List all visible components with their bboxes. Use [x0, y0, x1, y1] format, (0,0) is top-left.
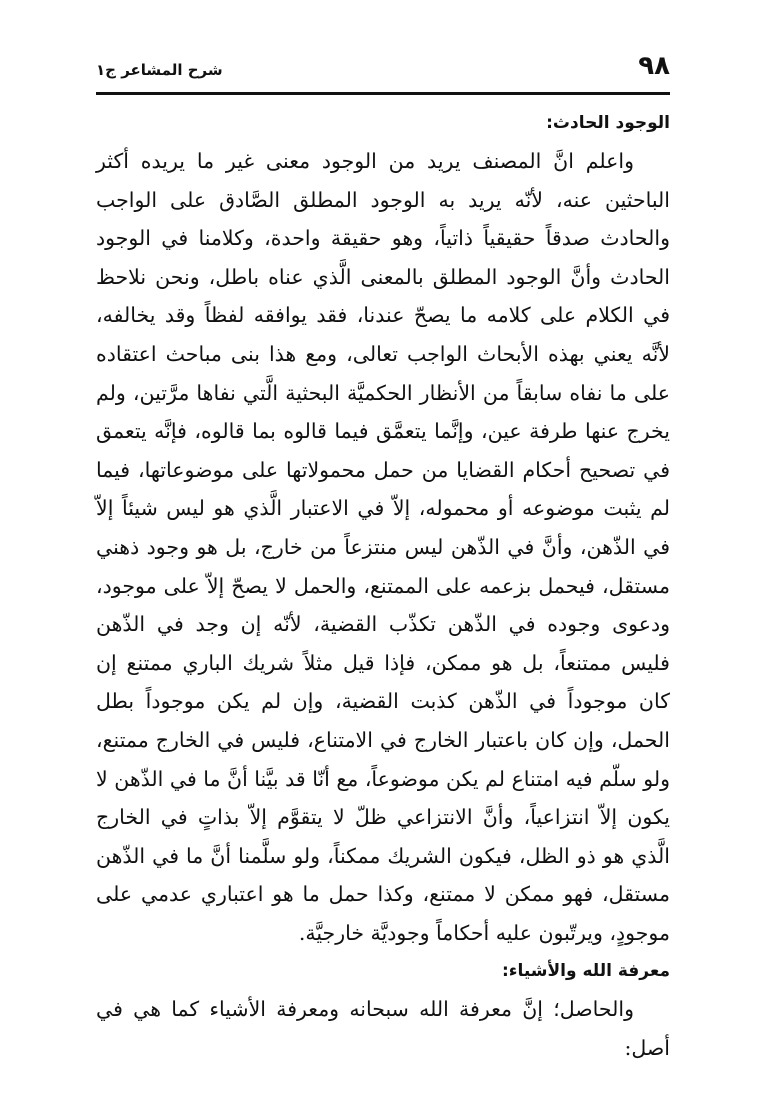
section-heading-knowing-god-and-things: معرفة الله والأشياء:: [501, 961, 670, 982]
book-title: شرح المشاعر ج١: [96, 61, 223, 79]
section-heading-created-existence: الوجود الحادث:: [546, 113, 670, 133]
page-number: ٩٨: [638, 51, 670, 81]
paragraph-created-existence: واعلم انَّ المصنف يريد من الوجود معنى غير ما يريده أكثر الباحثين عنه، لأنّه يريد به الوجود المطلق الصَّادق على الواجب والحادث صدقاً حقيقياً ذاتياً، وهو حقيقة واحدة، وكلامنا في الوجود الحادث وأنَّ الوجود المطلق بالمعنى الَّذي عناه باطل، ونحن نلاحظ في الكلام على كلامه ما يصحّ عندنا، فقد يوافقه لفظاً وقد يخالفه، لأنَّه يعني بهذه الأبحاث الواجب تعالى، ومع هذا بنى مباحث اعتقاده على ما نفاه سابقاً من الأنظار الحكميَّة البحثية الَّتي نفاها مرَّتين، ولم يخرج عنها طرفة عين، وإنَّما يتعمَّق فيما قالوه بما قالوه، فإنَّه يتعمق في تصحيح أحكام القضايا من حمل محمولاتها على موضوعاتها، فيما لم يثبت موضوعه أو محموله، إلاّ في الاعتبار الَّذي هو ليس شيئاً إلاّ في الذّهن، وأنَّ في الذّهن ليس منتزعاً من خارج، بل هو وجود ذهني مستقل، فيحمل بزعمه على الممتنع، والحمل لا يصحّ إلاّ على موجود، ودعوى وجوده في الذّهن تكذّب القضية، لأنّه إن وجد في الذّهن فليس ممتنعاً، بل هو ممكن، فإذا قيل مثلاً شريك الباري ممتنع إن كان موجوداً في الذّهن كذبت القضية، وإن لم يكن موجوداً بطل الحمل، وإن كان باعتبار الخارج في الامتناع، فليس في الخارج ممتنع، ولو سلّم فيه امتناع لم يكن موضوعاً، مع أنّا قد بيَّنا أنَّ ما في الذّهن لا يكون إلاّ انتزاعياً، وأنَّ الانتزاعي ظلّ لا يتقوَّم إلاّ بذاتٍ في الخارج الَّذي هو ذو الظل، فيكون الشريك ممكناً، ولو سلَّمنا أنَّ ما في الذّهن مستقل، فهو ممكن لا ممتنع، وكذا حمل ما هو اعتباري عدمي على موجودٍ، ويرتّبون عليه أحكاماً وجوديَّة خارجيَّة.: [96, 149, 670, 945]
header-divider: [96, 92, 670, 95]
page-body: [96, 104, 670, 1068]
running-header: [96, 50, 670, 90]
paragraph-knowing-god-and-things: والحاصل؛ إنَّ معرفة الله سبحانه ومعرفة الأشياء كما هي في أصل:: [96, 997, 670, 1061]
